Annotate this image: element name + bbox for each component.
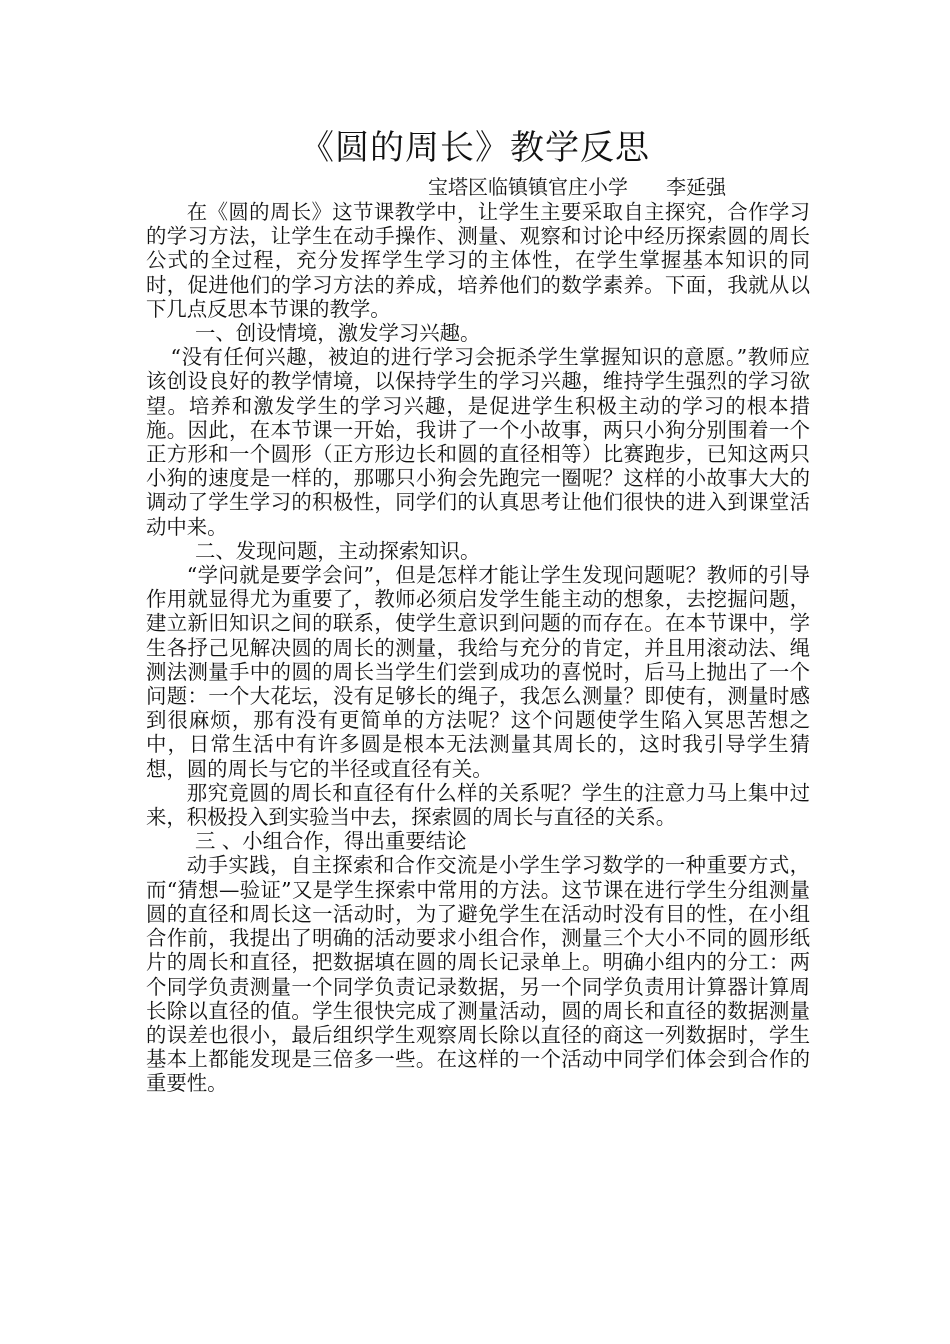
section-2-paragraph-1: “学问就是要学会问”，但是怎样才能让学生发现问题呢？教师的引导作用就显得尤为重要了，教师必须启发学生能主动的想象，去挖掘问题，建立新旧知识之间的联系，使学生意识到问题的而存在。在本节课中，学生各抒己见解决圆的周长的测量，我给与充分的肯定，并且用滚动法、绳测法测量手中的圆的周长当学生们尝到成功的喜悦时，后马上抛出了一个问题：一个大花坛，没有足够长的绳子，我怎么测量？即使有，测量时感到很麻烦，那有没有更简单的方法呢？这个问题使学生陷入冥思苦想之中，日常生活中有许多圆是根本无法测量其周长的，这时我引导学生猜想，圆的周长与它的半径或直径有关。 <box>146 563 810 781</box>
section-3-paragraph: 动手实践，自主探索和合作交流是小学生学习数学的一种重要方式，而“猜想—验证”又是学生探索中常用的方法。这节课在进行学生分组测量圆的直径和周长这一活动时，为了避免学生在活动时没有目的性，在小组合作前，我提出了明确的活动要求小组合作，测量三个大小不同的圆形纸片的周长和直径，把数据填在圆的周长记录单上。明确小组内的分工：两个同学负责测量一个同学负责记录数据，另一个同学负责用计算器计算周长除以直径的值。学生很快完成了测量活动，圆的周长和直径的数据测量的误差也很小，最后组织学生观察周长除以直径的商这一列数据时，学生基本上都能发现是三倍多一些。在这样的一个活动中同学们体会到合作的重要性。 <box>146 853 810 1096</box>
section-2-paragraph-2: 那究竟圆的周长和直径有什么样的关系呢？学生的注意力马上集中过来，积极投入到实验当中去，探索圆的周长与直径的关系。 <box>146 780 810 830</box>
author-line: 宝塔区临镇镇官庄小学 李延强 <box>428 175 727 199</box>
section-heading-3: 三 、小组合作，得出重要结论 <box>194 829 467 854</box>
intro-paragraph: 在《圆的周长》这节课教学中，让学生主要采取自主探究，合作学习的学习方法，让学生在动手操作、测量、观察和讨论中经历探索圆的周长公式的全过程，充分发挥学生学习的主体性，在学生掌握基本知识的同时，促进他们的学习方法的养成，培养他们的数学素养。下面，我就从以下几点反思本节课的教学。 <box>146 200 810 321</box>
section-heading-1: 一、创设情境，激发学习兴趣。 <box>194 321 481 346</box>
section-heading-2: 二、发现问题，主动探索知识。 <box>194 538 481 563</box>
document-title: 《圆的周长》教学反思 <box>300 128 650 168</box>
document-body <box>146 200 810 1096</box>
section-1-paragraph: “没有任何兴趣，被迫的进行学习会扼杀学生掌握知识的意愿。”教师应该创设良好的教学情境，以保持学生的学习兴趣，维持学生强烈的学习欲望。培养和激发学生的学习兴趣，是促进学生积极主动的学习的根本措施。因此，在本节课一开始，我讲了一个小故事，两只小狗分别围着一个正方形和一个圆形（正方形边长和圆的直径相等）比赛跑步，已知这两只小狗的速度是一样的，那哪只小狗会先跑完一圈呢？这样的小故事大大的调动了学生学习的积极性，同学们的认真思考让他们很快的进入到课堂活动中来。 <box>146 345 810 539</box>
